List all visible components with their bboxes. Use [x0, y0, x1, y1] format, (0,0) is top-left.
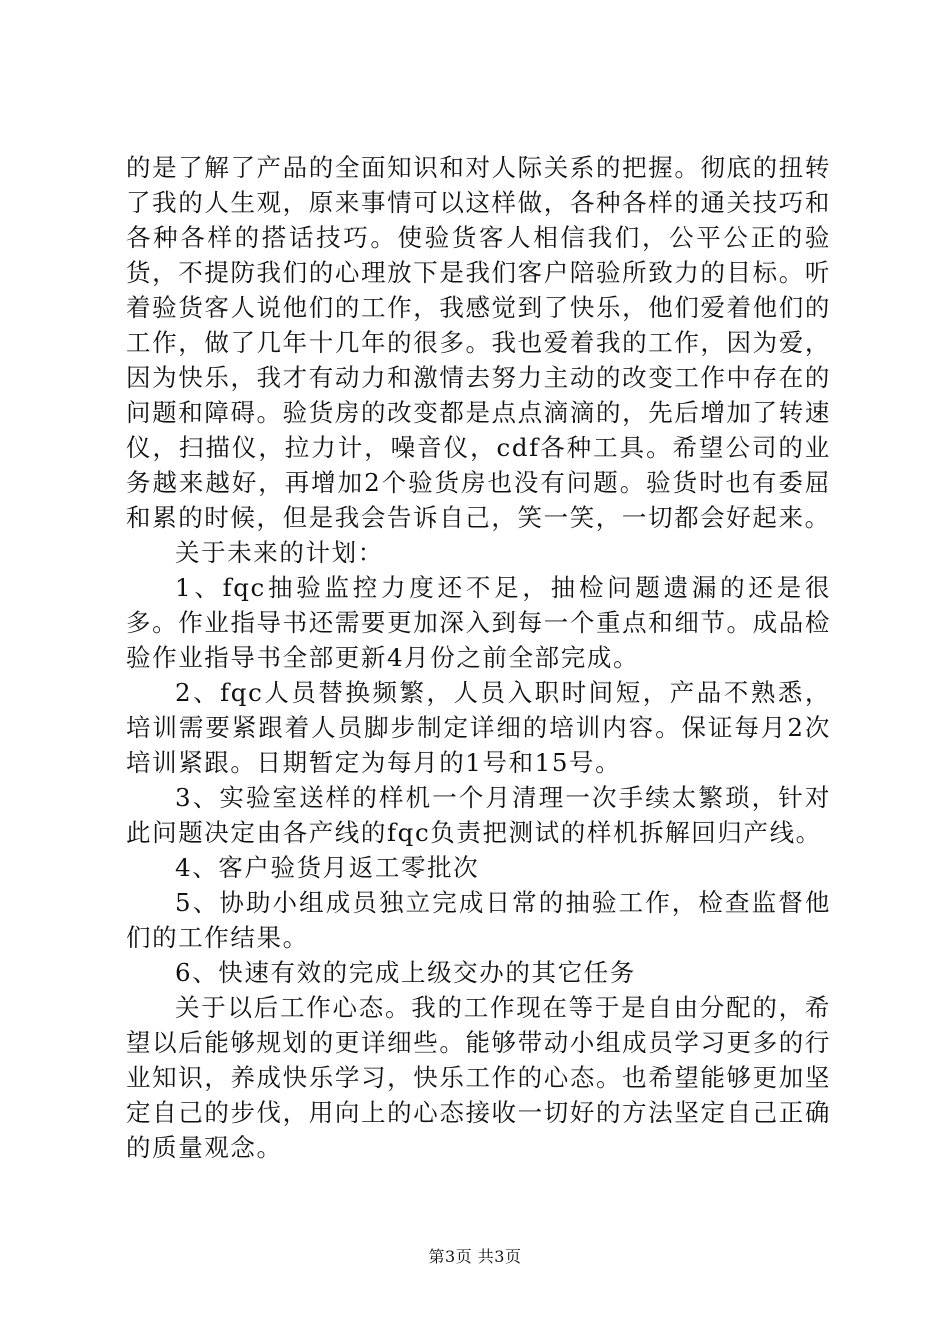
paragraph-plan-item-4: 4、客户验货月返工零批次	[175, 853, 480, 882]
paragraph-continuation: 的是了解了产品的全面知识和对人际关系的把握。彻底的扭转了我的人生观，原来事情可以这样做，各种各样的通关技巧和各种各样的搭话技巧。使验货客人相信我们，公平公正的验货，不提防我们的心理放下是我们客户陪验所致力的目标。听着验货客人说他们的工作，我感觉到了快乐，他们爱着他们的工作，做了几年十几年的很多。我也爱着我的工作，因为爱，因为快乐，我才有动力和激情去努力主动的改变工作中存在的问题和障碍。验货房的改变都是点点滴滴的，先后增加了转速仪，扫描仪，拉力计，噪音仪，cdf各种工具。希望公司的业务越来越好，再增加2个验货房也没有问题。验货时也有委屈和累的时候，但是我会告诉自己，笑一笑，一切都会好起来。	[126, 153, 831, 532]
paragraph-work-attitude: 关于以后工作心态。我的工作现在等于是自由分配的，希望以后能够规划的更详细些。能够带动小组成员学习更多的行业知识，养成快乐学习，快乐工作的心态。也希望能够更加坚定自己的步伐，用向上的心态接收一切好的方法坚定自己正确的质量观念。	[126, 993, 831, 1162]
paragraph-plan-item-6: 6、快速有效的完成上级交办的其它任务	[175, 958, 636, 987]
paragraph-plan-item-1: 1、fqc抽验监控力度还不足，抽检问题遗漏的还是很多。作业指导书还需要更加深入到每一个重点和细节。成品检验作业指导书全部更新4月份之前全部完成。	[126, 573, 831, 672]
paragraph-plan-item-5: 5、协助小组成员独立完成日常的抽验工作，检查监督他们的工作结果。	[126, 888, 831, 952]
paragraph-future-plan-heading: 关于未来的计划：	[175, 538, 384, 567]
paragraph-plan-item-2: 2、fqc人员替换频繁，人员入职时间短，产品不熟悉，培训需要紧跟着人员脚步制定详细的培训内容。保证每月2次培训紧跟。日期暂定为每月的1号和15号。	[126, 678, 831, 777]
paragraph-plan-item-3: 3、实验室送样的样机一个月清理一次手续太繁琐，针对此问题决定由各产线的fqc负责把测试的样机拆解回归产线。	[126, 783, 831, 847]
page-footer: 第3页 共3页	[428, 1247, 522, 1266]
document-body	[126, 150, 831, 1165]
